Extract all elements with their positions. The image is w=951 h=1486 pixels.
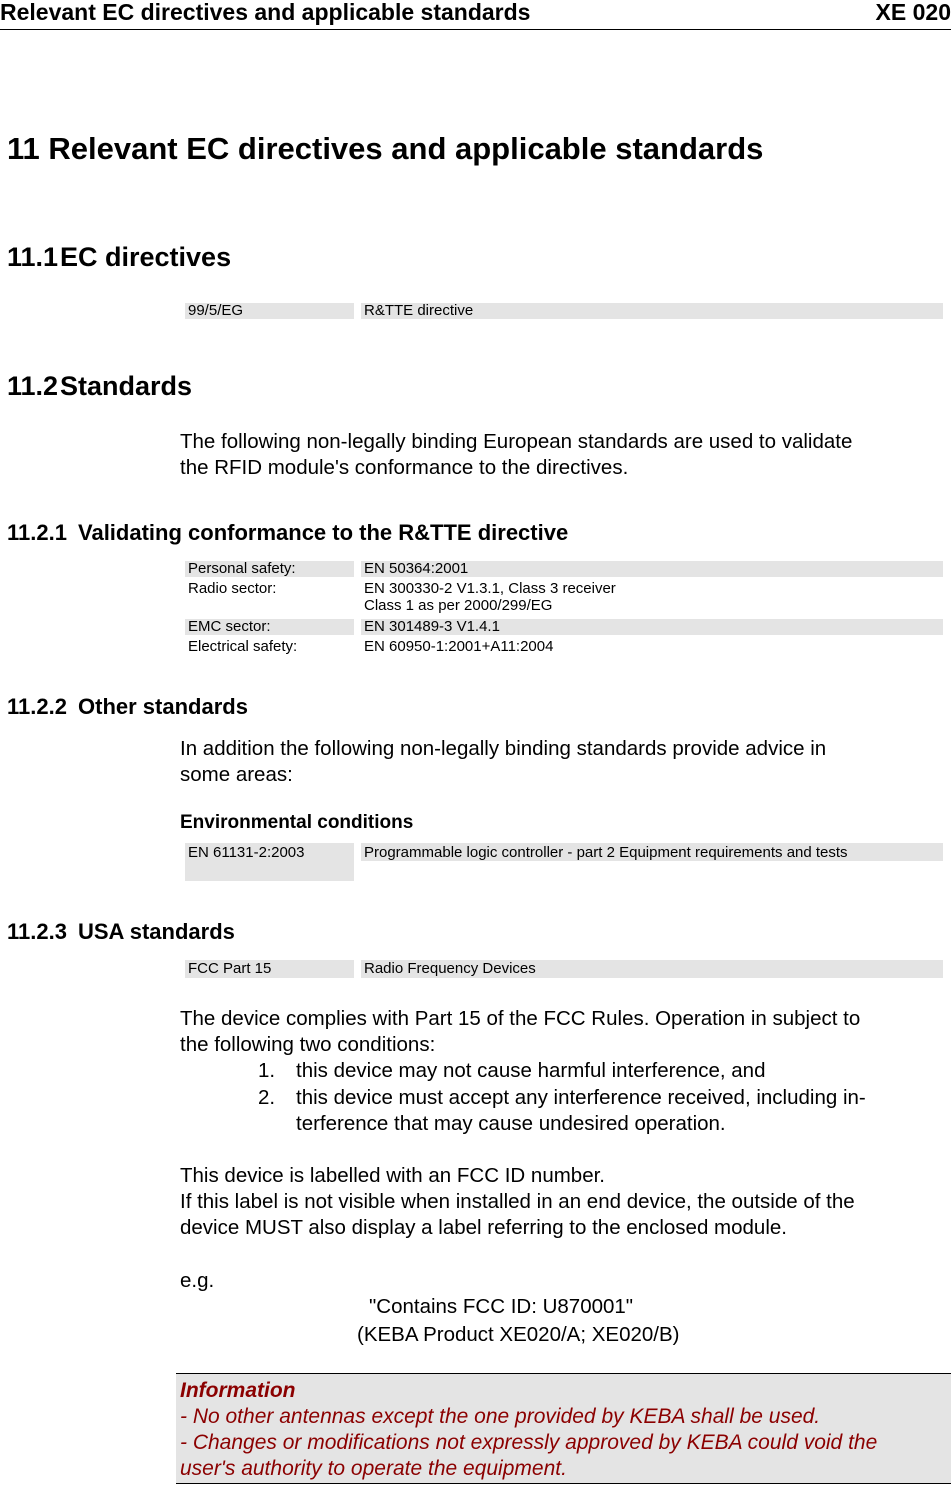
table-cell-code: 99/5/EG xyxy=(185,303,354,319)
subsection-number: 11.2.2 xyxy=(7,694,67,719)
paragraph xyxy=(180,736,826,788)
text-line: the RFID module's conformance to the directives. xyxy=(180,456,629,479)
information-title: Information xyxy=(180,1379,296,1402)
table-cell-desc: Programmable logic controller - part 2 Equipment requirements and tests xyxy=(361,843,943,861)
page-header xyxy=(0,0,951,30)
paragraph xyxy=(180,1006,860,1058)
product-text: (KEBA Product XE020/A; XE020/B) xyxy=(357,1323,680,1346)
subsection-title: Other standards xyxy=(78,694,248,719)
example-label: e.g. xyxy=(180,1269,215,1292)
table-cell-label: Radio sector: xyxy=(188,580,277,597)
table-cell-label: EMC sector: xyxy=(185,619,354,635)
header-title: Relevant EC directives and applicable standards xyxy=(0,0,531,25)
fcc-id-text: "Contains FCC ID: U870001" xyxy=(369,1295,634,1318)
section-number: 11.2 xyxy=(7,371,59,401)
subheading: Environmental conditions xyxy=(180,812,414,833)
text-line: In addition the following non-legally binding standards provide advice in xyxy=(180,737,827,760)
table-cell-value: EN 301489-3 V1.4.1 xyxy=(361,619,943,635)
text-line: Class 1 as per 2000/299/EG xyxy=(364,597,553,614)
list-item-number: 1. xyxy=(258,1059,276,1082)
subsection-title: Validating conformance to the R&TTE directive xyxy=(78,520,569,545)
paragraph xyxy=(180,429,852,481)
information-line: - No other antennas except the one provided by KEBA shall be used. xyxy=(180,1405,821,1428)
text-line: EN 300330-2 V1.3.1, Class 3 receiver xyxy=(364,580,616,597)
table-cell-value: EN 60950-1:2001+A11:2004 xyxy=(364,638,554,655)
text-line: the following two conditions: xyxy=(180,1033,436,1056)
table-cell-value xyxy=(364,580,616,614)
header-doc-id: XE 020 xyxy=(875,0,951,25)
chapter-title: 11 Relevant EC directives and applicable standards xyxy=(7,131,764,166)
list-item-number: 2. xyxy=(258,1086,276,1109)
list-item xyxy=(296,1085,866,1137)
table-cell-desc: R&TTE directive xyxy=(361,303,943,319)
table-cell-code: EN 61131-2:2003 xyxy=(185,843,354,881)
text-line: terference that may cause undesired operation. xyxy=(296,1112,726,1135)
paragraph xyxy=(180,1163,855,1241)
table-cell-label: Personal safety: xyxy=(185,561,354,577)
list-item: this device may not cause harmful interference, and xyxy=(296,1059,766,1082)
text-line: If this label is not visible when installed in an end device, the outside of the xyxy=(180,1190,855,1213)
information-box xyxy=(176,1373,951,1484)
text-line: some areas: xyxy=(180,763,293,786)
subsection-number: 11.2.1 xyxy=(7,520,67,545)
subsection-title: USA standards xyxy=(78,919,235,944)
text-line: This device is labelled with an FCC ID number. xyxy=(180,1164,605,1187)
table-cell-desc: Radio Frequency Devices xyxy=(361,960,943,978)
text-line: this device must accept any interference received, including in- xyxy=(296,1086,866,1109)
section-number: 11.1 xyxy=(7,242,59,272)
text-line: The following non-legally binding European standards are used to validate xyxy=(180,430,853,453)
section-title: Standards xyxy=(60,371,193,401)
subsection-number: 11.2.3 xyxy=(7,919,67,944)
text-line: The device complies with Part 15 of the FCC Rules. Operation in subject to xyxy=(180,1007,861,1030)
table-cell-label: Electrical safety: xyxy=(188,638,298,655)
information-line: user's authority to operate the equipment. xyxy=(180,1457,567,1480)
text-line: device MUST also display a label referring to the enclosed module. xyxy=(180,1216,787,1239)
section-title: EC directives xyxy=(60,242,232,272)
table-cell-code: FCC Part 15 xyxy=(185,960,354,978)
information-line: - Changes or modifications not expressly approved by KEBA could void the xyxy=(180,1431,878,1454)
table-cell-value: EN 50364:2001 xyxy=(361,561,943,577)
